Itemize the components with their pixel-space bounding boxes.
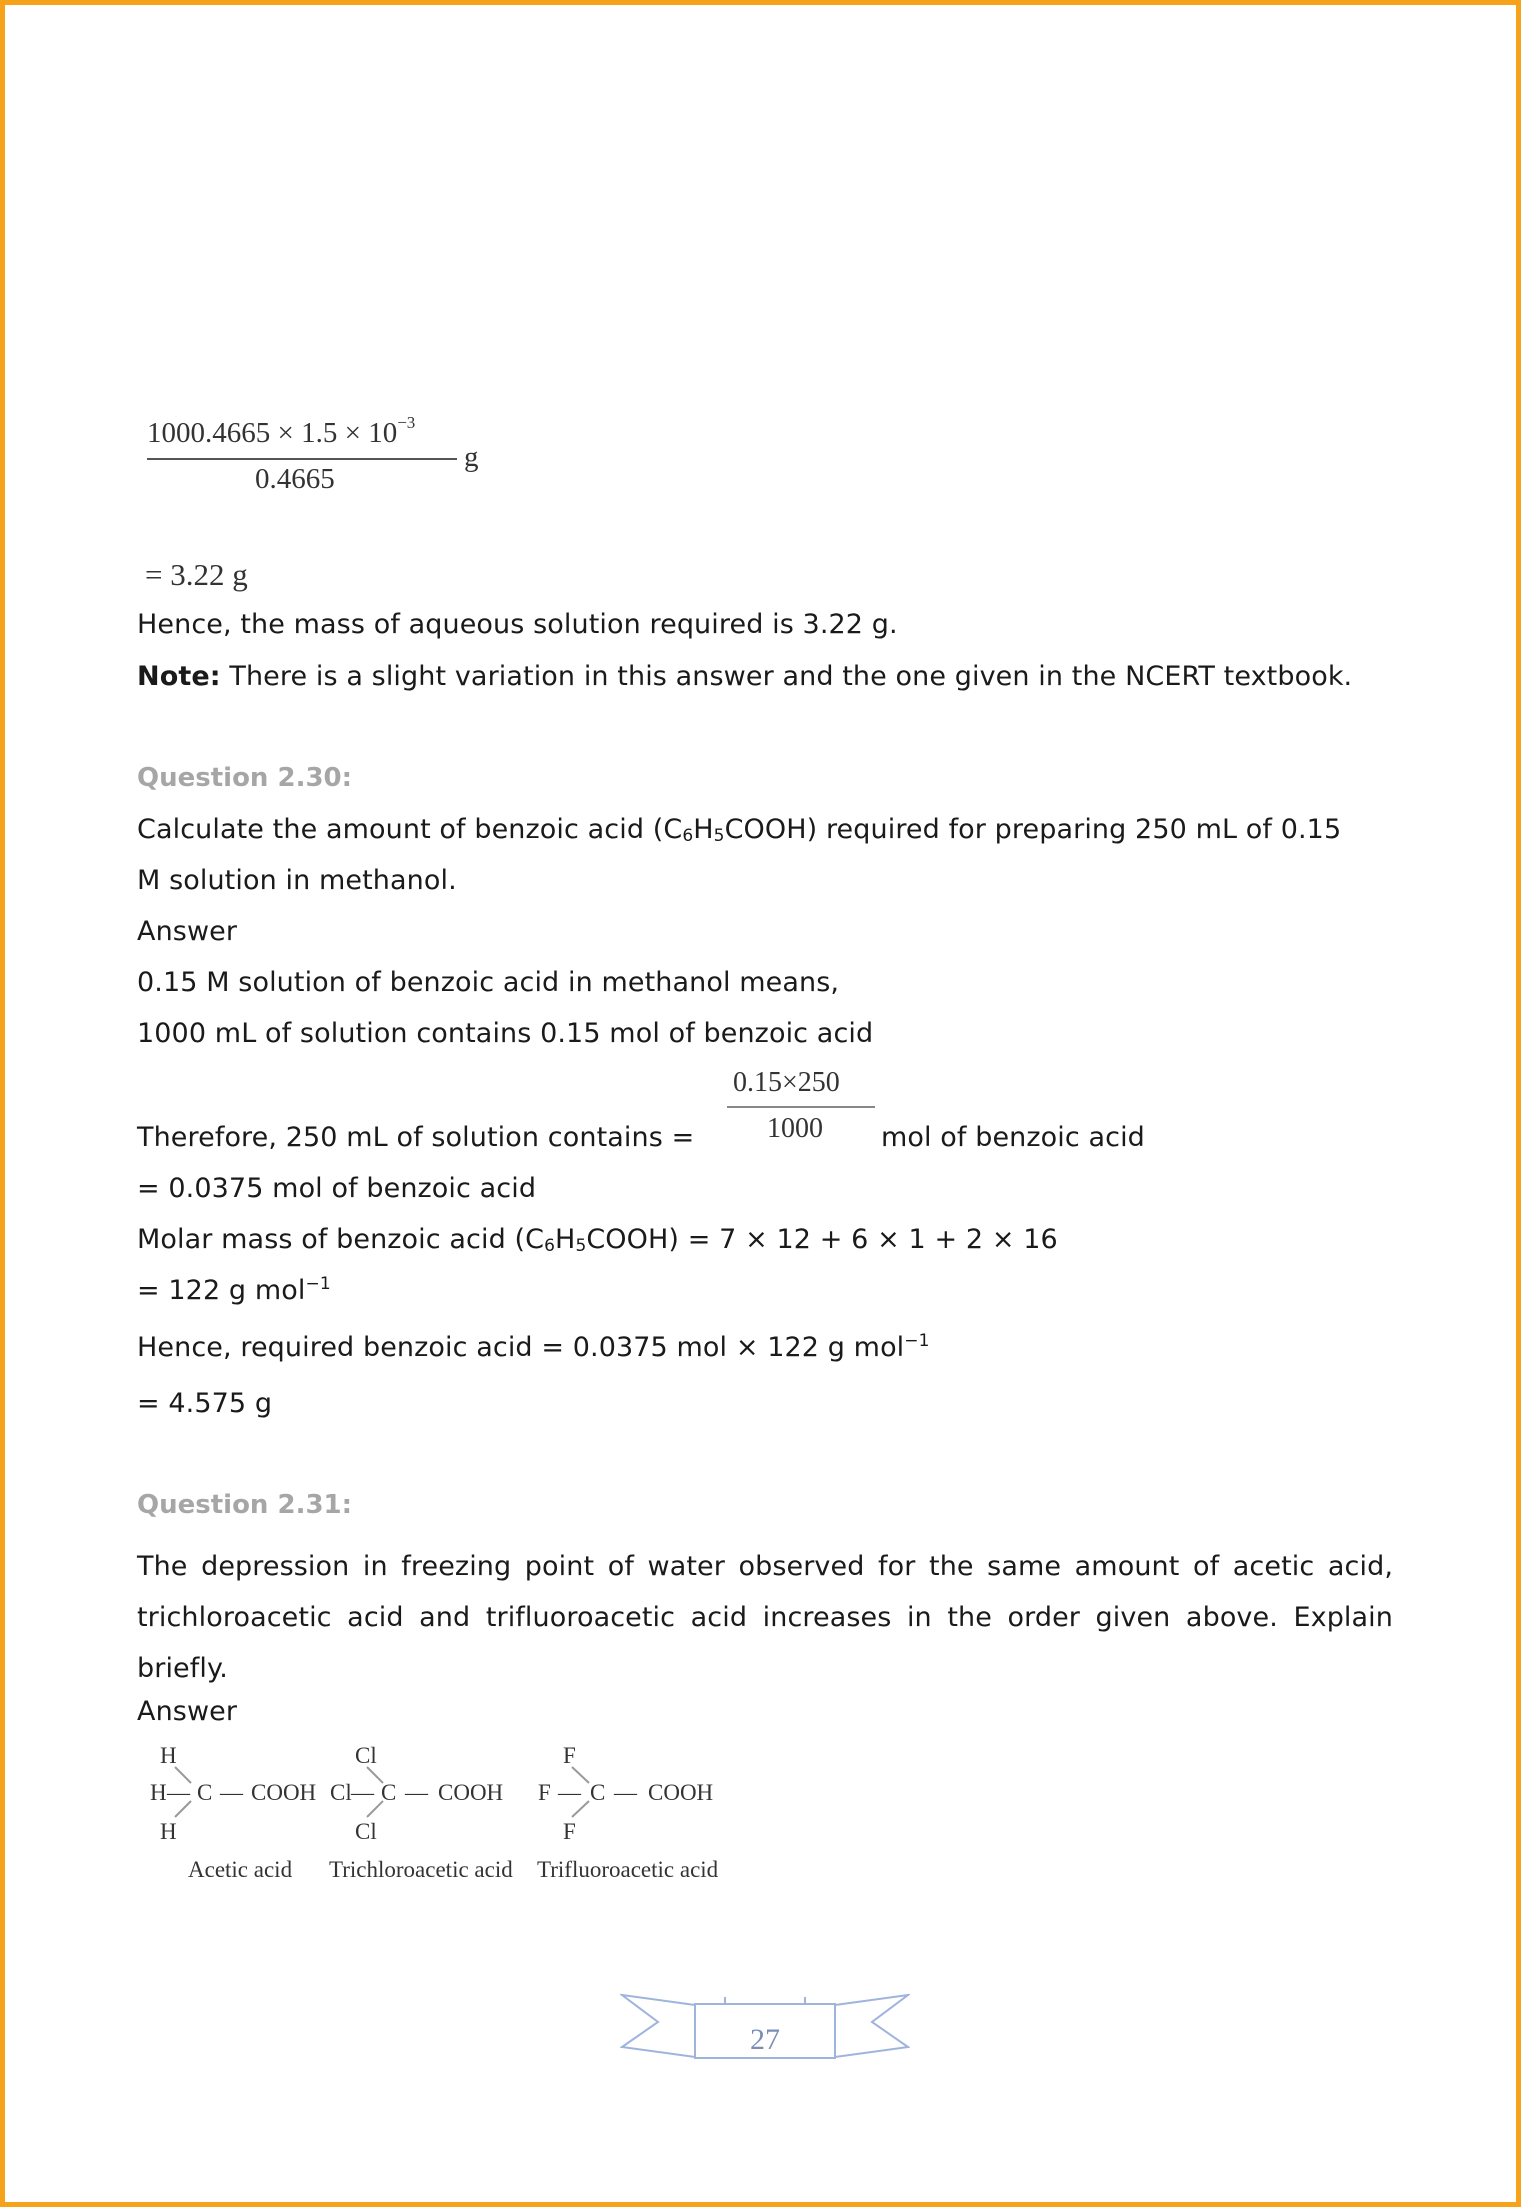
atom: F [563, 1743, 576, 1768]
molar-mass-result: = 122 g mol$^{-1}$ [137, 1274, 331, 1306]
page-number: 27 [750, 2023, 780, 2056]
bond: — [220, 1780, 243, 1805]
atom: Cl [355, 1743, 377, 1768]
bond: — [558, 1780, 581, 1805]
answer-line: 1000 mL of solution contains 0.15 mol of benzoic acid [137, 1018, 874, 1049]
atom: C [197, 1780, 213, 1805]
fraction-denominator: 1000 [767, 1113, 823, 1144]
atom: F [563, 1819, 576, 1844]
therefore-suffix: mol of benzoic acid [881, 1122, 1145, 1153]
fraction-denominator: 0.4665 [255, 463, 335, 495]
atom: Cl [355, 1819, 377, 1844]
therefore-text: Therefore, 250 mL of solution contains = [137, 1122, 695, 1153]
question-2-31-text: The depression in freezing point of water observed for the same amount of acetic acid, trichloroacetic acid and trifluoroacetic acid increases in the order given above. Explain briefly. [137, 1551, 1393, 1684]
result-moles: = 0.0375 mol of benzoic acid [137, 1173, 537, 1204]
question-2-30-text-line2: M solution in methanol. [137, 865, 457, 896]
structure-label: Trichloroacetic acid [329, 1857, 513, 1882]
structure-label: Acetic acid [188, 1857, 293, 1882]
bond: — [405, 1780, 428, 1805]
group: COOH [648, 1780, 714, 1805]
fraction-numerator: 0.15×250 [733, 1067, 840, 1098]
atom: C [590, 1780, 606, 1805]
answer-label: Answer [137, 1696, 238, 1727]
atom: F [538, 1780, 551, 1805]
atom: H [150, 1780, 167, 1805]
conclusion-text: Hence, the mass of aqueous solution required is 3.22 g. [137, 609, 898, 640]
answer-label: Answer [137, 916, 238, 947]
note-text: Note: There is a slight variation in this answer and the one given in the NCERT textbook. [137, 661, 1353, 692]
note-label: Note: [137, 661, 221, 692]
answer-line: 0.15 M solution of benzoic acid in methanol means, [137, 967, 840, 998]
atom: H [160, 1743, 177, 1768]
question-2-30-text: Calculate the amount of benzoic acid $(C_6H_5COOH)$ required for preparing 250 mL of 0.15 [137, 814, 1342, 846]
structure-label: Trifluoroacetic acid [537, 1857, 719, 1882]
bond-lines [5, 5, 1521, 2212]
molar-mass-line: Molar mass of benzoic acid $(C_6H_5COOH) = 7 \times 12 + 6 \times 1 + 2 \times 16$ [137, 1224, 1058, 1256]
atom: Cl [330, 1780, 352, 1805]
group: COOH [438, 1780, 504, 1805]
question-heading-2-30: Question 2.30: [137, 763, 353, 793]
required-line: Hence, required benzoic acid = 0.0375 mol × 122 g mol$^{-1}$ [137, 1331, 930, 1363]
final-result: = 4.575 g [137, 1388, 273, 1419]
atom: H [160, 1819, 177, 1844]
atom: C [381, 1780, 397, 1805]
result-mass: = 3.22 g [145, 557, 248, 592]
fraction-numerator: $1000.4665 \times 1.5 \times 10^{-3}$ [147, 413, 416, 449]
fraction-unit: g [464, 441, 479, 473]
bond: — [351, 1780, 374, 1805]
group: COOH [251, 1780, 317, 1805]
question-heading-2-31: Question 2.31: [137, 1490, 353, 1520]
bond: — [167, 1780, 190, 1805]
bond: — [614, 1780, 637, 1805]
